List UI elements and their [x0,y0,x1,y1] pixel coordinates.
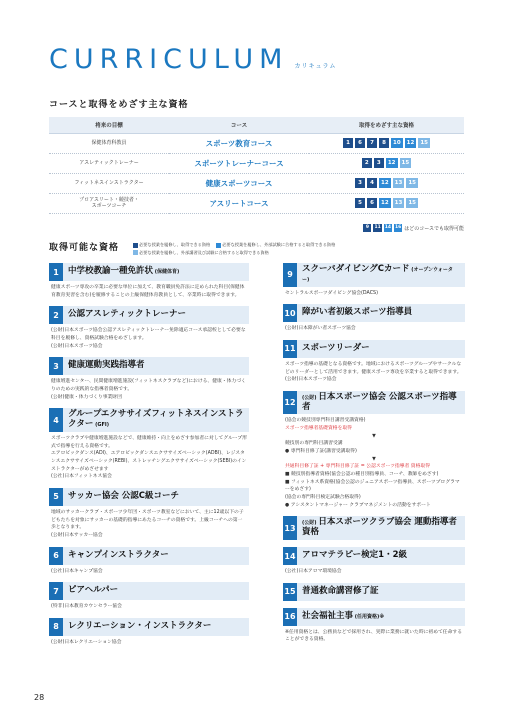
qualification-list-left [49,263,249,654]
qualifications-title: 取得可能な資格 [49,243,120,253]
qualification-item [49,357,249,401]
qualification-description [283,322,465,333]
qualification-note: (オープンウォーター) [302,267,453,283]
description-line: ■ 競技別指導者資格(協会公認の種目別指導員、コーチ、教師をめざす) [285,472,439,478]
qualification-description [283,287,465,298]
qualification-note: (任用資格)※ [353,613,385,620]
qualification-item [283,340,465,384]
qualification-description [49,506,249,540]
goal-cell: アスレティックトレーナー [49,153,169,173]
qualification-name: ピアヘルパー [68,585,119,596]
qualification-description [49,324,249,350]
legend-item [133,249,269,257]
description-line: (公財)日本スポーツ協会 [51,343,103,349]
goal-cell: プロアスリート・競技者・ スポーツコーチ [49,193,169,213]
qualification-description [283,358,465,384]
qualification-item [49,488,249,540]
qualification-name: 普通救命講習修了証 [302,585,379,596]
tags-cell [309,153,464,173]
qualification-description [49,565,249,576]
legend-swatch [133,250,138,255]
description-line: スポーツ指導者基礎資格を取得 [285,426,352,432]
qualification-tag: 3 [355,178,365,188]
description-line: ● アシスタントマネージャー クラブマネジメントの活動をサポート [285,502,431,508]
qualification-number: 2 [49,306,63,324]
qualification-list-right [283,263,465,651]
qualification-number: 13 [283,516,297,540]
qualification-item [49,408,249,481]
qualification-tag: 15 [408,200,416,206]
description-line: スポーツ指導の基礎となる資格です。地域におけるスポーツグループやサークルなどのリーダーとして活用できます。健康スポーツ専攻を卒業すると取得できます。 [285,361,462,375]
legend-text: 必要な授業を履修し、取得できる資格 [139,242,211,247]
description-line: スポーツクラブや健康増進施設などで、健康維持・向上をめざす参加者に対してグループ形式で指導を行える資格です。 [51,435,247,449]
qualification-header [49,306,249,324]
qualification-tag: 11 [374,225,381,230]
qualification-item [283,263,465,297]
qualification-name: グループエクササイズフィットネスインストラクター (GFI) [68,409,244,430]
qualification-item [49,547,249,576]
qualification-item [283,391,465,510]
qualification-name: 健康運動実践指導者 [68,360,145,371]
qualification-prefix: (公財) [302,394,319,401]
qualification-description [49,375,249,401]
qualification-note: (保健体育) [153,269,180,276]
description-line: (公社)日本フィットネス協会 [51,474,112,480]
qualification-header [49,547,249,565]
qualification-number: 6 [49,547,63,565]
description-line: (公財)日本スポーツ協会 [285,377,337,383]
qualification-item [49,582,249,611]
course-cell: スポーツ教育コース [169,133,309,153]
qualification-description [49,281,249,299]
qualification-header [283,263,465,287]
description-line: セントラルスポーツダイビング協会(DACS) [285,290,378,296]
qualification-tag: 4 [367,178,377,188]
qualification-tag: 12 [406,140,415,146]
description-line: (公社)日本アロマ環境協会 [285,569,342,575]
qualification-name: サッカー協会 公認C級コーチ [68,491,180,502]
qualification-tag: 6 [367,198,377,208]
qualification-tag: 14 [384,225,391,230]
qualification-tag: 12 [387,160,396,166]
description-line: (公財)日本レクリエーション協会 [51,639,122,645]
course-row [49,133,464,153]
description-line: エアロビックダンス(ADI)、エアロビックダンスエクササイズベーシック(ADBI)、レジスタンスエクササイズベーシック(REBI)、ストレッチングエクササイズベーシック(SEBI)のインストラクターがめざせます [51,451,247,472]
description-line: (協会の専門科目検定試験合格取得) [285,495,361,501]
tags-cell [309,193,464,213]
qualification-name: スポーツリーダー [302,342,370,353]
qualification-header [49,618,249,636]
qualification-tag: 1 [343,138,353,148]
qualification-header [283,583,465,601]
qualification-header [283,608,465,626]
course-row [49,153,464,173]
qualification-tag: 13 [394,200,403,206]
qualification-tag: 16 [394,225,402,230]
col-goal-header: 将来の目標 [49,117,169,133]
description-line: 健康スポーツ専攻の卒業に必要な単位に加えて、教育職員免許法に定められた科目(保健体育教育実習を含む)を履修することの上級保健体育教員として、卒業時に取得できます。 [51,285,245,298]
qualification-number: 4 [49,408,63,432]
legend [133,241,463,256]
qualification-item [283,608,465,644]
qualification-tag: 2 [362,158,372,168]
description-line: ▼ [372,433,376,439]
qualification-name: アロマテラピー検定1・2級 [302,550,407,561]
qualification-name: (公財) 日本スポーツクラブ協会 運動指導者資格 [302,517,457,538]
goal-cell: 保健体育科教員 [49,133,169,153]
qualification-header [49,263,249,281]
qualification-tag: 12 [381,200,389,206]
qualification-number: 10 [283,304,297,322]
description-line: (協会の競技別専門科目講習受講資格) [285,418,366,424]
qualification-name: 社会福祉主事 (任用資格)※ [302,610,385,621]
qualification-header [283,304,465,322]
description-line: (公財)健康・体力づくり事業財団 [51,394,122,400]
qualification-number: 8 [49,618,63,636]
qualification-item [49,306,249,350]
qualification-tag: 12 [381,180,389,186]
legend-text: 必要な授業を履修し、外部試験に合格すると取得できる資格 [222,242,336,247]
qualification-number: 1 [49,263,63,281]
col-qual-header: 取得をめざす主な資格 [309,117,464,133]
legend-swatch [133,243,138,248]
qualification-description [283,626,465,644]
qualification-header [49,408,249,432]
qualification-header [49,582,249,600]
qualification-number: 16 [283,608,297,626]
qualification-number: 5 [49,488,63,506]
qualification-number: 9 [283,263,297,287]
qualification-item [283,547,465,576]
description-line: 競技別の専門科目講習受講 [285,441,343,447]
qualification-note: (GFI) [93,422,110,429]
page-header [49,44,336,75]
all-course-note [363,224,464,232]
qualification-tag: 15 [420,140,428,146]
course-row [49,173,464,193]
qualification-number: 7 [49,582,63,600]
qualification-description [283,565,465,576]
qualification-tag: 13 [394,180,403,186]
qualification-description [49,600,249,611]
legend-text: 必要な授業を履修し、外部講習及び試験に合格すると取得できる資格 [139,249,269,255]
qualification-description [49,636,249,647]
course-table [49,117,464,214]
qualification-tag: 3 [374,158,384,168]
qualification-number: 15 [283,583,297,601]
description-line: ■ フィットネス系資格(協会公認のジュニアスポーツ指導員、スポーツプログラマーをめざす) [285,479,460,493]
qualification-number: 12 [283,391,297,415]
qualification-tag: 7 [367,138,377,148]
qualification-number: 14 [283,547,297,565]
description-line: (公財)日本スポーツ協会公認アスレティックトレーナー免除適応コース承認校として必要な科目を履修し、資格試験合格をめざします。 [51,328,246,342]
description-line: 地域のサッカークラブ・スポーツ少年団・スポーツ教室などにおいて、主に12歳以下の子どもたちを対象にサッカーの基礎的指導にあたるコーチの資格です。上級コーチへの第一歩となります。 [51,509,244,531]
qualification-name: キャンプインストラクター [68,549,169,560]
qualification-prefix: (公財) [302,520,319,527]
course-section-title: コースと取得をめざす主な資格 [49,100,189,110]
qualification-name: (公財) 日本スポーツ協会 公認スポーツ指導者 [302,391,457,412]
description-line: (公社)日本キャンプ協会 [51,568,103,574]
qualification-number: 11 [283,340,297,358]
legend-swatch [216,243,221,248]
description-line: (公財)日本障がい者スポーツ協会 [285,326,356,332]
qualification-header [283,391,465,415]
curriculum-subtitle: カリキュラム [294,63,337,70]
legend-item [216,241,335,249]
qualification-name: レクリエーション・インストラクター [68,621,212,632]
course-cell: スポーツトレーナーコース [169,153,309,173]
description-line: ▼ [372,456,376,462]
description-line: 健康増進センター、民間健康増進施設(フィットネスクラブなど)における、健康・体力づくりのための実践的な指導者資格です。 [51,379,246,393]
description-line: ※任用資格とは、公務員などで採用され、実際に業務に就いた時に初めて任命することができる資格。 [285,629,462,643]
description-line: (公財)日本サッカー協会 [51,532,103,538]
tags-cell [309,133,464,153]
legend-item [133,241,210,249]
qualification-name: 障がい者初級スポーツ指導員 [302,307,413,318]
col-course-header: コース [169,117,309,133]
qualification-name: スクーバダイビングCカード (オープンウォーター) [302,264,453,283]
description-line: 共通科目修了証 + 専門科目修了証 = 公認スポーツ指導者 資格取得 [285,464,430,470]
qualification-item [283,583,465,601]
qualification-tag: 10 [393,140,401,146]
qualification-tag: 6 [355,138,365,148]
page-number: 28 [34,693,45,702]
qualification-header [283,547,465,565]
course-cell: 健康スポーツコース [169,173,309,193]
qualification-tag: 8 [379,138,389,148]
qualification-tag: 15 [401,160,410,166]
qualification-description [49,432,249,481]
all-course-text: はどのコースでも取得可能 [404,225,464,232]
goal-cell: フィットネスインストラクター [49,173,169,193]
course-cell: アスリートコース [169,193,309,213]
qualification-header [49,357,249,375]
qualification-item [283,304,465,333]
qualification-item [49,618,249,647]
qualification-tag: 9 [363,224,371,232]
description-line: (特非)日本教育カウンセラー協会 [51,604,122,610]
tags-cell [309,173,464,193]
qualification-item [49,263,249,299]
qualification-header [49,488,249,506]
description-line: ● 専門科目修了証(講習受講取得) [285,449,357,455]
course-row [49,193,464,213]
qualification-number: 3 [49,357,63,375]
curriculum-title: CURRICULUM [49,44,289,75]
qualification-name: 公認アスレティックトレーナー [68,309,186,320]
qualification-name: 中学校教諭一種免許状 (保健体育) [68,266,180,277]
qualification-tag: 15 [408,180,416,186]
qualification-header [283,516,465,540]
qualification-item [283,516,465,540]
qualification-tag: 5 [355,198,365,208]
qualification-description [283,414,465,509]
qualification-header [283,340,465,358]
